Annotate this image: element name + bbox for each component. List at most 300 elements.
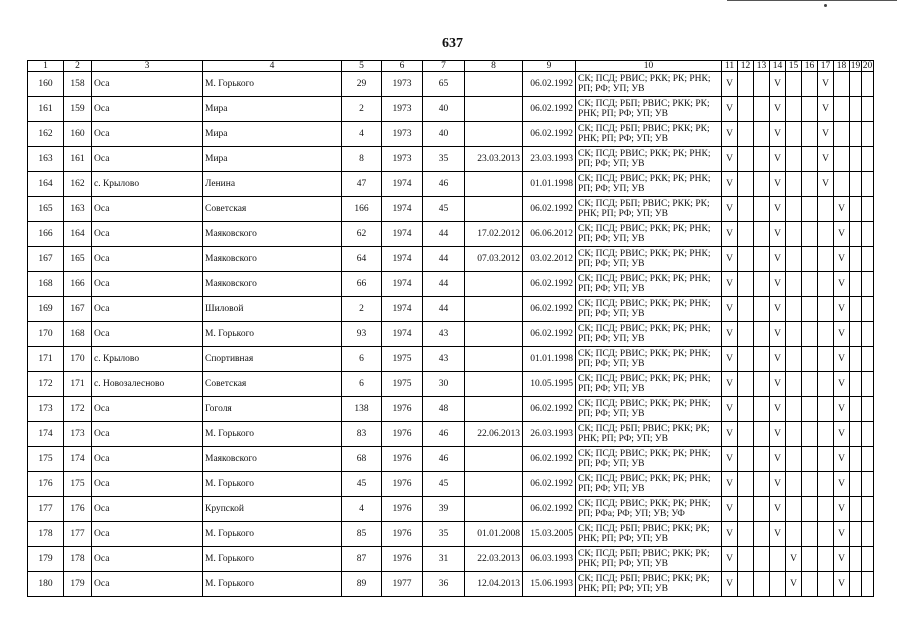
row-number: 164	[28, 172, 64, 197]
mark-cell-18: V	[834, 522, 850, 547]
settlement-cell: Оса	[92, 547, 203, 572]
column-number-20: 20	[862, 61, 873, 71]
codes-line-1: СК; ПСД; РВИС; РКК; РК; РНК;	[578, 473, 711, 484]
mark-cell-16	[802, 122, 818, 147]
mark-cell-12	[738, 172, 754, 197]
mark-cell-13	[754, 472, 770, 497]
house-number-cell: 8	[342, 147, 382, 172]
mark-cell-18	[834, 147, 850, 172]
street-cell: Маяковского	[203, 222, 342, 247]
count-cell: 46	[423, 172, 465, 197]
mark-cell-11: V	[722, 172, 738, 197]
count-cell: 46	[423, 447, 465, 472]
year-built-cell: 1974	[382, 172, 423, 197]
mark-cell-18: V	[834, 572, 850, 597]
codes-cell	[576, 222, 722, 247]
mark-cell-15	[786, 247, 802, 272]
mark-cell-14: V	[770, 347, 786, 372]
house-number-cell: 83	[342, 422, 382, 447]
mark-cell-13	[754, 447, 770, 472]
mark-cell-15	[786, 172, 802, 197]
year-built-cell: 1973	[382, 97, 423, 122]
codes-line-1: СК; ПСД; РВИС; РКК; РК; РНК;	[578, 373, 711, 384]
mark-cell-13	[754, 97, 770, 122]
codes-cell	[576, 247, 722, 272]
mark-cell-13	[754, 297, 770, 322]
house-number-cell: 64	[342, 247, 382, 272]
mark-cell-14: V	[770, 372, 786, 397]
codes-line-2: РП; РФ; УП; УВ	[578, 84, 645, 94]
house-number-cell: 2	[342, 97, 382, 122]
mark-cell-20	[862, 247, 874, 272]
mark-cell-19	[850, 297, 862, 322]
settlement-cell: Оса	[92, 322, 203, 347]
table-row	[28, 247, 874, 272]
mark-cell-11: V	[722, 272, 738, 297]
year-built-cell: 1974	[382, 322, 423, 347]
mark-cell-15	[786, 347, 802, 372]
mark-cell-18: V	[834, 222, 850, 247]
codes-line-2: РП; РФ; УП; УВ	[578, 484, 645, 494]
settlement-cell: Оса	[92, 572, 203, 597]
mark-cell-11: V	[722, 197, 738, 222]
record-number: 175	[64, 472, 92, 497]
record-number: 172	[64, 397, 92, 422]
mark-cell-15	[786, 472, 802, 497]
date-cell-b: 06.03.1993	[523, 547, 576, 572]
mark-cell-18	[834, 172, 850, 197]
mark-cell-20	[862, 197, 874, 222]
house-number-cell: 85	[342, 522, 382, 547]
codes-line-1: СК; ПСД; РБП; РВИС; РКК; РК;	[578, 98, 710, 109]
mark-cell-19	[850, 522, 862, 547]
date-cell-a	[465, 72, 523, 97]
table-row	[28, 497, 874, 522]
date-cell-a: 01.01.2008	[465, 522, 523, 547]
mark-cell-12	[738, 322, 754, 347]
date-cell-b: 06.02.1992	[523, 97, 576, 122]
table-row	[28, 322, 874, 347]
mark-cell-11: V	[722, 222, 738, 247]
row-number: 166	[28, 222, 64, 247]
column-number-5: 5	[342, 61, 382, 72]
house-number-cell: 66	[342, 272, 382, 297]
mark-cell-18: V	[834, 372, 850, 397]
count-cell: 46	[423, 422, 465, 447]
street-cell: М. Горького	[203, 72, 342, 97]
mark-cell-20	[862, 472, 874, 497]
date-cell-b: 15.06.1993	[523, 572, 576, 597]
mark-cell-14: V	[770, 472, 786, 497]
mark-cell-19	[850, 197, 862, 222]
column-number-row	[28, 61, 874, 72]
row-number: 167	[28, 247, 64, 272]
codes-cell	[576, 172, 722, 197]
codes-cell	[576, 347, 722, 372]
mark-cell-12	[738, 347, 754, 372]
mark-cell-12	[738, 197, 754, 222]
mark-cell-19	[850, 372, 862, 397]
mark-cell-18: V	[834, 197, 850, 222]
column-number-11: 11	[722, 61, 738, 72]
mark-cell-11: V	[722, 297, 738, 322]
codes-line-2: РНК; РП; РФ; УП; УВ	[578, 559, 668, 569]
mark-cell-11: V	[722, 147, 738, 172]
date-cell-a	[465, 447, 523, 472]
mark-cell-19	[850, 322, 862, 347]
mark-cell-16	[802, 397, 818, 422]
record-number: 163	[64, 197, 92, 222]
column-number-10: 10	[576, 61, 722, 72]
count-cell: 45	[423, 472, 465, 497]
mark-cell-20	[862, 447, 874, 472]
record-number: 168	[64, 322, 92, 347]
mark-cell-14: V	[770, 97, 786, 122]
date-cell-a	[465, 372, 523, 397]
mark-cell-15	[786, 522, 802, 547]
mark-cell-13	[754, 222, 770, 247]
year-built-cell: 1976	[382, 547, 423, 572]
house-number-cell: 4	[342, 122, 382, 147]
date-cell-a	[465, 197, 523, 222]
date-cell-b: 15.03.2005	[523, 522, 576, 547]
year-built-cell: 1975	[382, 347, 423, 372]
mark-cell-16	[802, 472, 818, 497]
house-number-cell: 45	[342, 472, 382, 497]
record-number: 173	[64, 422, 92, 447]
codes-line-1: СК; ПСД; РВИС; РКК; РК; РНК;	[578, 73, 711, 84]
date-cell-b: 10.05.1995	[523, 372, 576, 397]
page-number: 637	[442, 36, 463, 51]
table-row	[28, 547, 874, 572]
date-cell-a: 23.03.2013	[465, 147, 523, 172]
mark-cell-17	[818, 347, 834, 372]
count-cell: 40	[423, 97, 465, 122]
mark-cell-20	[862, 222, 874, 247]
mark-cell-19	[850, 97, 862, 122]
mark-cell-18: V	[834, 247, 850, 272]
codes-line-2: РП; РФ; УП; УВ	[578, 384, 645, 394]
settlement-cell: Оса	[92, 272, 203, 297]
codes-line-1: СК; ПСД; РВИС; РКК; РК; РНК;	[578, 298, 711, 309]
table-row	[28, 347, 874, 372]
register-table	[27, 60, 874, 597]
top-rule-line	[727, 0, 897, 1]
mark-cell-14: V	[770, 397, 786, 422]
mark-cell-18	[834, 97, 850, 122]
mark-cell-15	[786, 72, 802, 97]
mark-cell-16	[802, 322, 818, 347]
street-cell: Спортивная	[203, 347, 342, 372]
mark-cell-17: V	[818, 97, 834, 122]
mark-cell-19	[850, 472, 862, 497]
date-cell-a: 07.03.2012	[465, 247, 523, 272]
mark-cell-14: V	[770, 422, 786, 447]
codes-cell	[576, 422, 722, 447]
date-cell-a	[465, 497, 523, 522]
street-cell: Советская	[203, 372, 342, 397]
year-built-cell: 1977	[382, 572, 423, 597]
table-row	[28, 272, 874, 297]
mark-cell-15: V	[786, 572, 802, 597]
column-number-6: 6	[382, 61, 423, 72]
table-row	[28, 147, 874, 172]
mark-cell-19	[850, 172, 862, 197]
year-built-cell: 1976	[382, 422, 423, 447]
column-number-16: 16	[802, 61, 818, 72]
codes-line-1: СК; ПСД; РВИС; РКК; РК; РНК;	[578, 148, 711, 159]
mark-cell-18	[834, 72, 850, 97]
mark-cell-18: V	[834, 547, 850, 572]
date-cell-a	[465, 322, 523, 347]
house-number-cell: 68	[342, 447, 382, 472]
date-cell-a	[465, 97, 523, 122]
row-number: 174	[28, 422, 64, 447]
column-number-2: 2	[64, 61, 92, 72]
table-row	[28, 397, 874, 422]
codes-cell	[576, 97, 722, 122]
date-cell-a	[465, 122, 523, 147]
mark-cell-17: V	[818, 72, 834, 97]
row-number: 177	[28, 497, 64, 522]
mark-cell-11: V	[722, 372, 738, 397]
mark-cell-20	[862, 122, 874, 147]
mark-cell-16	[802, 547, 818, 572]
count-cell: 45	[423, 197, 465, 222]
street-cell: Маяковского	[203, 447, 342, 472]
row-number: 180	[28, 572, 64, 597]
mark-cell-17	[818, 197, 834, 222]
mark-cell-17	[818, 497, 834, 522]
mark-cell-13	[754, 322, 770, 347]
mark-cell-19	[850, 572, 862, 597]
codes-cell	[576, 397, 722, 422]
table-row	[28, 222, 874, 247]
codes-cell	[576, 497, 722, 522]
mark-cell-11: V	[722, 497, 738, 522]
settlement-cell: Оса	[92, 197, 203, 222]
settlement-cell: Оса	[92, 422, 203, 447]
mark-cell-14: V	[770, 72, 786, 97]
codes-line-1: СК; ПСД; РБП; РВИС; РКК; РК;	[578, 423, 710, 434]
count-cell: 35	[423, 147, 465, 172]
date-cell-a: 22.06.2013	[465, 422, 523, 447]
mark-cell-20	[862, 72, 874, 97]
mark-cell-15	[786, 422, 802, 447]
mark-cell-16	[802, 447, 818, 472]
mark-cell-17	[818, 447, 834, 472]
mark-cell-20	[862, 572, 874, 597]
row-number: 179	[28, 547, 64, 572]
codes-line-2: РНК; РП; РФ; УП; УВ	[578, 134, 668, 144]
street-cell: Шиловой	[203, 297, 342, 322]
date-cell-b: 06.02.1992	[523, 197, 576, 222]
date-cell-a: 22.03.2013	[465, 547, 523, 572]
mark-cell-12	[738, 122, 754, 147]
row-number: 165	[28, 197, 64, 222]
record-number: 167	[64, 297, 92, 322]
date-cell-a: 17.02.2012	[465, 222, 523, 247]
year-built-cell: 1974	[382, 297, 423, 322]
date-cell-b: 06.02.1992	[523, 122, 576, 147]
codes-line-2: РП; РФ; УП; УВ	[578, 459, 645, 469]
mark-cell-11: V	[722, 572, 738, 597]
mark-cell-15	[786, 322, 802, 347]
settlement-cell: Оса	[92, 497, 203, 522]
mark-cell-13	[754, 497, 770, 522]
codes-cell	[576, 472, 722, 497]
settlement-cell: Оса	[92, 122, 203, 147]
mark-cell-19	[850, 147, 862, 172]
mark-cell-15	[786, 222, 802, 247]
mark-cell-16	[802, 522, 818, 547]
codes-cell	[576, 372, 722, 397]
column-number-13: 13	[754, 61, 770, 72]
date-cell-a	[465, 172, 523, 197]
codes-line-2: РП; РФ; УП; УВ	[578, 284, 645, 294]
date-cell-b: 06.02.1992	[523, 72, 576, 97]
mark-cell-20	[862, 272, 874, 297]
mark-cell-13	[754, 272, 770, 297]
mark-cell-15	[786, 497, 802, 522]
codes-line-1: СК; ПСД; РБП; РВИС; РКК; РК;	[578, 198, 710, 209]
mark-cell-13	[754, 397, 770, 422]
column-number-18: 18	[834, 61, 850, 72]
date-cell-b: 06.02.1992	[523, 497, 576, 522]
mark-cell-16	[802, 372, 818, 397]
codes-line-2: РП; РФ; УП; УВ	[578, 334, 645, 344]
table-row	[28, 297, 874, 322]
codes-cell	[576, 447, 722, 472]
mark-cell-20	[862, 522, 874, 547]
mark-cell-20	[862, 547, 874, 572]
mark-cell-15	[786, 197, 802, 222]
mark-cell-16	[802, 297, 818, 322]
row-number: 171	[28, 347, 64, 372]
codes-line-1: СК; ПСД; РВИС; РКК; РК; РНК;	[578, 448, 711, 459]
mark-cell-12	[738, 272, 754, 297]
record-number: 177	[64, 522, 92, 547]
date-cell-a: 12.04.2013	[465, 572, 523, 597]
mark-cell-14: V	[770, 447, 786, 472]
mark-cell-19	[850, 447, 862, 472]
codes-line-2: РП; РФа; РФ; УП; УВ; УФ	[578, 509, 685, 519]
codes-cell	[576, 72, 722, 97]
settlement-cell: с. Крылово	[92, 172, 203, 197]
date-cell-b: 06.02.1992	[523, 322, 576, 347]
settlement-cell: Оса	[92, 297, 203, 322]
house-number-cell: 47	[342, 172, 382, 197]
codes-cell	[576, 547, 722, 572]
codes-line-2: РП; РФ; УП; УВ	[578, 409, 645, 419]
column-number-4: 4	[203, 61, 342, 72]
count-cell: 40	[423, 122, 465, 147]
mark-cell-17	[818, 272, 834, 297]
codes-line-2: РП; РФ; УП; УВ	[578, 359, 645, 369]
record-number: 164	[64, 222, 92, 247]
mark-cell-16	[802, 222, 818, 247]
street-cell: Мира	[203, 147, 342, 172]
mark-cell-19	[850, 122, 862, 147]
street-cell: Советская	[203, 197, 342, 222]
mark-cell-12	[738, 97, 754, 122]
date-cell-b: 01.01.1998	[523, 347, 576, 372]
mark-cell-14: V	[770, 522, 786, 547]
settlement-cell: Оса	[92, 222, 203, 247]
mark-cell-20	[862, 397, 874, 422]
mark-cell-17	[818, 422, 834, 447]
row-number: 163	[28, 147, 64, 172]
mark-cell-14: V	[770, 222, 786, 247]
mark-cell-20	[862, 422, 874, 447]
mark-cell-17: V	[818, 122, 834, 147]
mark-cell-19	[850, 72, 862, 97]
mark-cell-14: V	[770, 297, 786, 322]
mark-cell-16	[802, 247, 818, 272]
count-cell: 39	[423, 497, 465, 522]
mark-cell-11: V	[722, 397, 738, 422]
mark-cell-15	[786, 147, 802, 172]
street-cell: Ленина	[203, 172, 342, 197]
count-cell: 44	[423, 297, 465, 322]
mark-cell-11: V	[722, 247, 738, 272]
mark-cell-13	[754, 347, 770, 372]
mark-cell-12	[738, 447, 754, 472]
record-number: 158	[64, 72, 92, 97]
mark-cell-14: V	[770, 122, 786, 147]
table-row	[28, 197, 874, 222]
mark-cell-18: V	[834, 447, 850, 472]
year-built-cell: 1973	[382, 122, 423, 147]
codes-cell	[576, 322, 722, 347]
mark-cell-11: V	[722, 322, 738, 347]
count-cell: 43	[423, 322, 465, 347]
mark-cell-17: V	[818, 172, 834, 197]
codes-cell	[576, 522, 722, 547]
mark-cell-18: V	[834, 297, 850, 322]
mark-cell-11: V	[722, 97, 738, 122]
mark-cell-13	[754, 197, 770, 222]
year-built-cell: 1974	[382, 272, 423, 297]
count-cell: 30	[423, 372, 465, 397]
mark-cell-12	[738, 297, 754, 322]
codes-line-2: РП; РФ; УП; УВ	[578, 259, 645, 269]
street-cell: М. Горького	[203, 522, 342, 547]
record-number: 179	[64, 572, 92, 597]
date-cell-b: 01.01.1998	[523, 172, 576, 197]
mark-cell-20	[862, 172, 874, 197]
house-number-cell: 29	[342, 72, 382, 97]
year-built-cell: 1976	[382, 472, 423, 497]
codes-cell	[576, 572, 722, 597]
mark-cell-14: V	[770, 322, 786, 347]
mark-cell-14: V	[770, 272, 786, 297]
mark-cell-11: V	[722, 522, 738, 547]
table-row	[28, 472, 874, 497]
street-cell: Маяковского	[203, 272, 342, 297]
mark-cell-16	[802, 497, 818, 522]
mark-cell-20	[862, 497, 874, 522]
codes-line-2: РНК; РП; РФ; УП; УВ	[578, 209, 668, 219]
street-cell: М. Горького	[203, 572, 342, 597]
table-row	[28, 522, 874, 547]
count-cell: 35	[423, 522, 465, 547]
mark-cell-11: V	[722, 347, 738, 372]
mark-cell-19	[850, 347, 862, 372]
mark-cell-18: V	[834, 422, 850, 447]
mark-cell-14: V	[770, 197, 786, 222]
count-cell: 65	[423, 72, 465, 97]
